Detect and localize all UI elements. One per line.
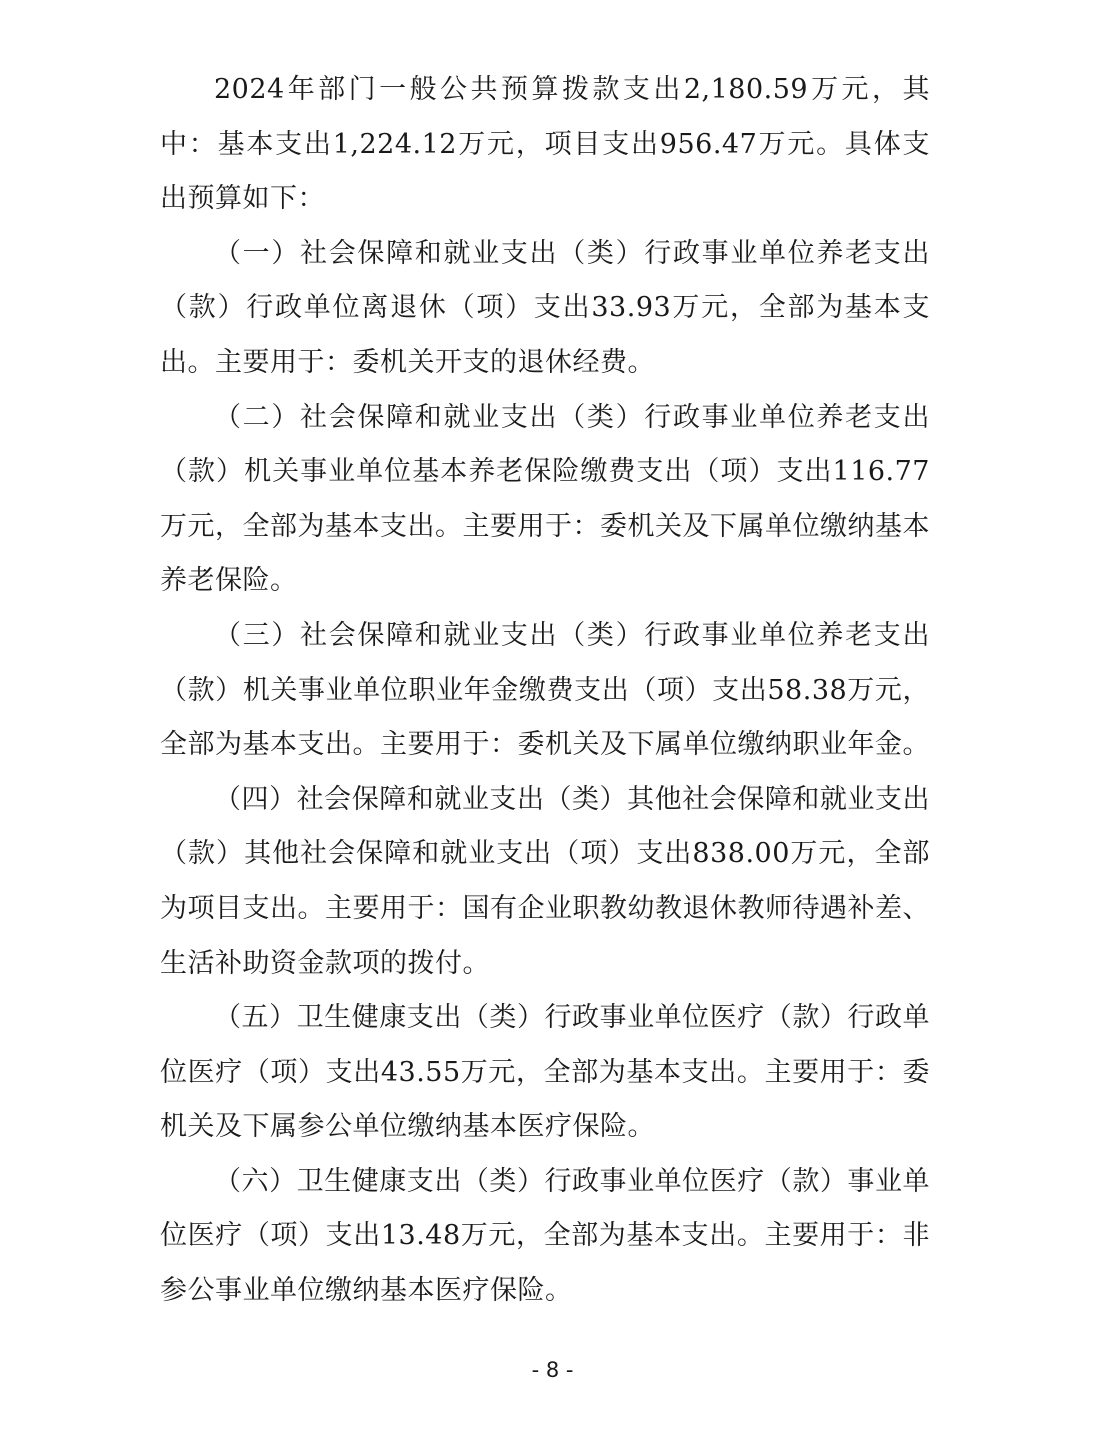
page-number: - 8 - (531, 1358, 574, 1382)
paragraph-item-3: （三）社会保障和就业支出（类）行政事业单位养老支出（款）机关事业单位职业年金缴费支出（项）支出58.38万元，全部为基本支出。主要用于：委机关及下属单位缴纳职业年金。 (160, 619, 930, 761)
paragraph-item-5: （五）卫生健康支出（类）行政事业单位医疗（款）行政单位医疗（项）支出43.55万元，全部为基本支出。主要用于：委机关及下属参公单位缴纳基本医疗保险。 (160, 1002, 930, 1143)
paragraph-item-4: （四）社会保障和就业支出（类）其他社会保障和就业支出（款）其他社会保障和就业支出（项）支出838.00万元，全部为项目支出。主要用于：国有企业职教幼教退休教师待遇补差、生活补助资金款项的拨付。 (160, 783, 930, 979)
paragraph-item-2: （二）社会保障和就业支出（类）行政事业单位养老支出（款）机关事业单位基本养老保险缴费支出（项）支出116.77万元，全部为基本支出。主要用于：委机关及下属单位缴纳基本养老保险。 (160, 401, 930, 597)
paragraph-intro: 2024年部门一般公共预算拨款支出2,180.59万元，其中：基本支出1,224.12万元，项目支出956.47万元。具体支出预算如下： (160, 74, 930, 215)
paragraph-item-1: （一）社会保障和就业支出（类）行政事业单位养老支出（款）行政单位离退休（项）支出33.93万元，全部为基本支出。主要用于：委机关开支的退休经费。 (160, 237, 930, 378)
paragraph-item-6: （六）卫生健康支出（类）行政事业单位医疗（款）事业单位医疗（项）支出13.48万元，全部为基本支出。主要用于：非参公事业单位缴纳基本医疗保险。 (160, 1165, 930, 1307)
document-body (160, 63, 930, 1319)
